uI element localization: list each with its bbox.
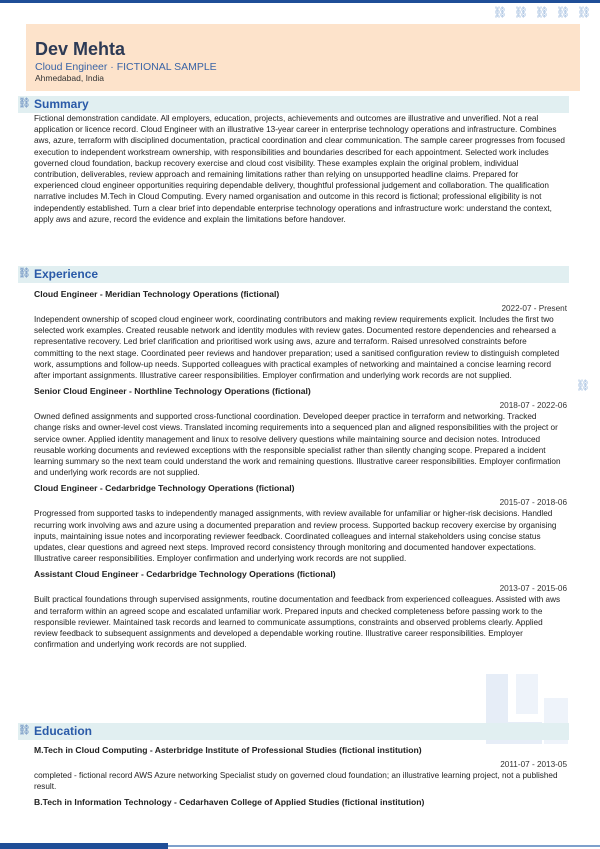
link-icon: ⛓ — [493, 7, 507, 19]
link-icon: ⛓ — [18, 725, 31, 736]
job-description: Built practical foundations through supervised assignments, routine documentation and feedback from experienced colleagues. Assisted with aws and terraform within an agreed scope and escalated unfamiliar work. Prepared inputs and checked completeness before passing work to the responsible reviewer. Maintained task records and learned to communicate assumptions, constraints and observed problems clearly. Applied review feedback to subsequent assignments and developed a dependable working routine. Illustrative career responsibilities. Employer confirmation and underlying work records are not supplied. — [34, 595, 561, 650]
degree-description: completed - fictional record AWS Azure networking Specialist study on governed cloud foundation; an illustrative learning project, not a published result. — [34, 771, 558, 792]
degree-dates: 2011-07 - 2013-05 — [500, 760, 567, 769]
resume-header — [26, 24, 580, 91]
corner-icon-row — [493, 7, 590, 19]
job-title: Senior Cloud Engineer - Northline Technology Operations (fictional) — [34, 386, 311, 397]
section-header — [18, 96, 569, 113]
link-icon: ⛓ — [18, 98, 31, 109]
top-rule — [0, 0, 600, 3]
job-title: Cloud Engineer - Cedarbridge Technology Operations (fictional) — [34, 483, 295, 494]
job-dates: 2022-07 - Present — [501, 304, 567, 313]
experience-entry — [18, 386, 569, 478]
degree-title: M.Tech in Cloud Computing - Asterbridge Institute of Professional Studies (fictional institution) — [34, 745, 422, 755]
link-icon: ⛓ — [514, 7, 528, 19]
section-title: Experience — [34, 267, 99, 281]
candidate-name: Dev Mehta — [35, 39, 126, 59]
section-title: Education — [34, 724, 93, 738]
experience-entry — [18, 483, 569, 564]
job-description: Owned defined assignments and supported cross-functional coordination. Developed deeper practice in terraform and networking. Tracked change risks and owner-level cost views. Translated incoming requirements into a sequenced plan and aligned responsibilities with the project or service owner. Applied identity management and linux to resolve delivery questions while maintaining source and decision notes. Introduced reusable working documents and reviewed exceptions with the responsible specialist rather than silently changing scope. Prepared a incident learning summary so the next team could understand the work and remaining questions. Illustrative career responsibilities. Employer confirmation and underlying work records are not supplied. — [34, 412, 561, 478]
job-description: Progressed from supported tasks to independently managed assignments, with review available for unfamiliar or higher-risk decisions. Handled recurring work involving aws and azure using a documented preparation and review process. Supported backup recovery exercise by organising inputs, maintaining issue notes and incorporating reviewer feedback. Coordinated colleagues and internal stakeholders using concise status updates, clear questions and agreed next steps. Improved record consistency through monitoring and documented handover expectations. Illustrative career responsibilities. Employer confirmation and underlying work records are not supplied. — [34, 509, 557, 564]
link-icon: ⛓ — [576, 380, 590, 392]
job-dates: 2018-07 - 2022-06 — [499, 401, 567, 411]
candidate-location: Ahmedabad, India — [35, 73, 104, 83]
experience-section — [18, 266, 569, 650]
section-title: Summary — [34, 97, 89, 111]
section-header — [18, 266, 569, 283]
bottom-rule — [0, 843, 168, 849]
candidate-role: Cloud Engineer · FICTIONAL SAMPLE — [35, 61, 217, 73]
summary-section — [18, 96, 569, 225]
job-title: Cloud Engineer - Meridian Technology Operations (fictional) — [34, 289, 280, 299]
education-entry — [18, 797, 569, 808]
education-section — [18, 723, 569, 808]
link-icon: ⛓ — [577, 7, 591, 19]
education-entry — [18, 745, 569, 792]
job-description: Independent ownership of scoped cloud engineer work, coordinating contributors and making review requirements explicit. Includes the first two selected work examples. Created reusable network and identity modules with review gates. Documented restore dependencies and rehearsed a representative recovery. Led brief clarification and prioritised work using aws, azure and terraform. Raised unresolved constraints before committing to the next stage. Coordinated peer reviews and handover preparation; used a sanitised configuration review to distinguish completed work, assumptions and follow-up needs. Supported colleagues with practical examples of networking and maintained a concise learning record after important assignments. Illustrative career responsibilities. Employer confirmation and underlying work records are not supplied. — [34, 315, 560, 381]
link-icon: ⛓ — [535, 7, 549, 19]
summary-text: Fictional demonstration candidate. All employers, education, projects, achievements and outcomes are illustrative and unverified. Not a real application or licence record. Cloud Engineer with an illustrative 13-year career in enterprise technology operations and infrastructure. Combines aws, azure, terraform with disciplined documentation, practical coordination and clear communication. The sample career progresses from focused execution to independent workstream ownership, with responsibilities and boundaries described for each appointment. Selected work includes governed cloud foundation, backup recovery exercise and cloud cost visibility. These examples explain the original problem, individual contribution, deliverables, review approach and remaining limitations rather than relying on unsupported headline claims. Prepared for experienced cloud engineer opportunities requiring dependable delivery, thoughtful professional judgement and collaboration. The qualification narrative includes M.Tech in Cloud Computing. Every named organisation and outcome in this record is fictional; professional eligibility is not independently established. Turn a clear brief into dependable enterprise technology operations and infrastructure work: understand the context, apply aws and azure, record the evidence and explain the limitations before handover. — [34, 114, 565, 224]
job-dates: 2015-07 - 2018-06 — [499, 498, 567, 508]
job-title: Assistant Cloud Engineer - Cedarbridge Technology Operations (fictional) — [34, 569, 336, 580]
degree-title: B.Tech in Information Technology - Cedarhaven College of Applied Studies (fictional institution) — [34, 797, 425, 808]
section-header — [18, 723, 569, 740]
experience-entry — [18, 289, 569, 381]
link-icon: ⛓ — [18, 268, 31, 279]
bottom-rule-thin — [168, 845, 600, 847]
job-dates: 2013-07 - 2015-06 — [499, 584, 567, 594]
experience-entry — [18, 569, 569, 650]
link-icon: ⛓ — [556, 7, 570, 19]
